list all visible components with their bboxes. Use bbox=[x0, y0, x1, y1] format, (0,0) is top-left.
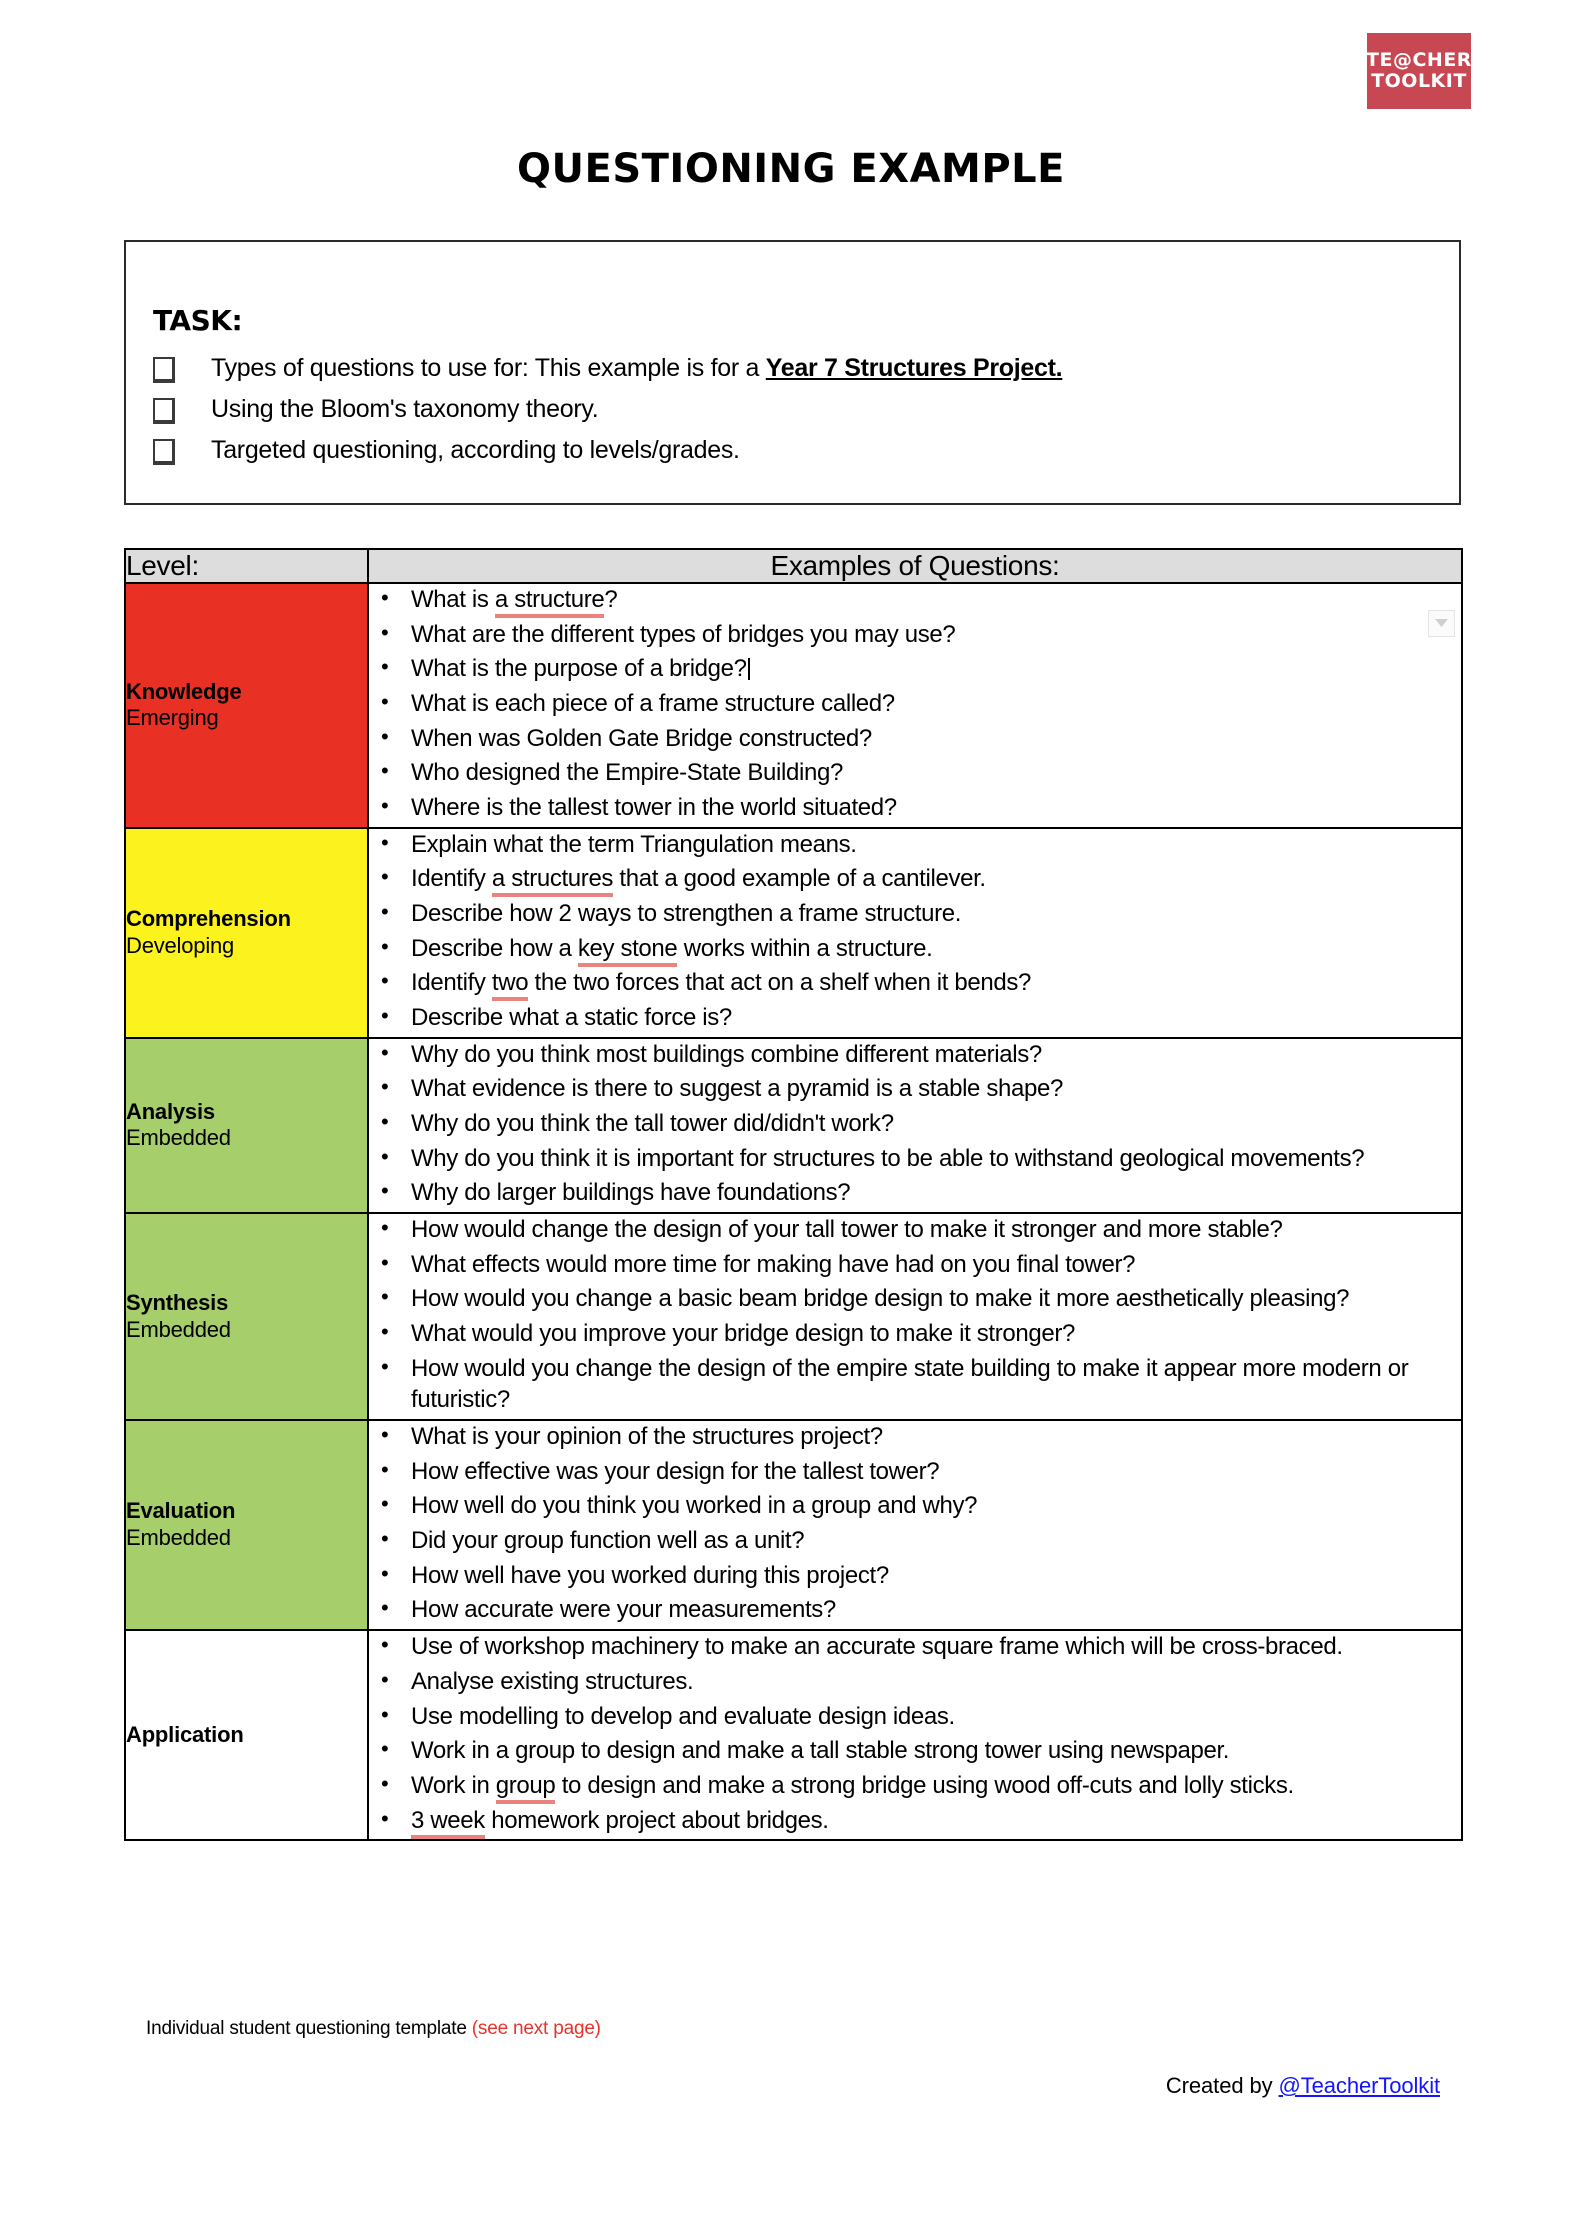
list-item: • Why do you think it is important for structures to be able to withstand geological movements? bbox=[411, 1143, 1461, 1175]
task-item-label: Using the Bloom's taxonomy theory. bbox=[211, 395, 599, 423]
list-item: • What effects would more time for making have had on you final tower? bbox=[411, 1249, 1461, 1281]
level-name: Comprehension bbox=[126, 905, 291, 931]
task-box bbox=[124, 240, 1461, 505]
checkbox-icon[interactable] bbox=[153, 357, 175, 383]
checkbox-icon[interactable] bbox=[153, 439, 175, 465]
task-item bbox=[153, 436, 1443, 465]
list-item: • What evidence is there to suggest a pyramid is a stable shape? bbox=[411, 1073, 1461, 1105]
questions-cell-knowledge bbox=[368, 583, 1462, 828]
questions-cell-analysis bbox=[368, 1038, 1462, 1213]
list-item: • Use modelling to develop and evaluate design ideas. bbox=[411, 1701, 1461, 1733]
spellcheck-underline: two bbox=[492, 969, 528, 1001]
level-name: Synthesis bbox=[126, 1289, 229, 1315]
list-item: • How would you change a basic beam bridge design to make it more aesthetically pleasing? bbox=[411, 1283, 1461, 1315]
level-cell-application bbox=[125, 1630, 368, 1840]
checkbox-icon[interactable] bbox=[153, 398, 175, 424]
list-item: • What is the purpose of a bridge? bbox=[411, 653, 1461, 685]
chevron-down-icon[interactable] bbox=[1428, 610, 1455, 637]
spellcheck-underline: a structures bbox=[492, 865, 613, 897]
list-item: • Work in group to design and make a strong bridge using wood off-cuts and lolly sticks. bbox=[411, 1770, 1461, 1802]
task-heading: TASK: bbox=[153, 304, 243, 337]
list-item: • Who designed the Empire-State Building? bbox=[411, 757, 1461, 789]
list-item: • How accurate were your measurements? bbox=[411, 1594, 1461, 1626]
list-item: • Identify two the two forces that act on a shelf when it bends? bbox=[411, 967, 1461, 999]
column-header-level: Level: bbox=[125, 549, 368, 583]
question-list bbox=[369, 1214, 1461, 1416]
list-item: • Describe how a key stone works within a structure. bbox=[411, 933, 1461, 965]
level-sublabel: Embedded bbox=[126, 1525, 231, 1551]
table-body bbox=[125, 583, 1462, 1840]
level-name: Application bbox=[126, 1721, 244, 1747]
list-item: • How well do you think you worked in a group and why? bbox=[411, 1490, 1461, 1522]
level-name: Analysis bbox=[126, 1098, 215, 1124]
page-title: QUESTIONING EXAMPLE bbox=[517, 146, 1065, 192]
list-item: • 3 week homework project about bridges. bbox=[411, 1805, 1461, 1837]
list-item: • What is each piece of a frame structure called? bbox=[411, 688, 1461, 720]
column-header-questions: Examples of Questions: bbox=[368, 549, 1462, 583]
list-item: • Describe what a static force is? bbox=[411, 1002, 1461, 1034]
spellcheck-underline: 3 week bbox=[411, 1807, 485, 1839]
list-item: • Why do larger buildings have foundations? bbox=[411, 1177, 1461, 1209]
table-row bbox=[125, 1038, 1462, 1213]
footer-credit-prefix: Created by bbox=[1165, 2073, 1279, 2098]
level-cell-analysis bbox=[125, 1038, 368, 1213]
level-name: Knowledge bbox=[126, 678, 242, 704]
footer-note-plain: Individual student questioning template bbox=[146, 2018, 472, 2039]
level-cell-synthesis bbox=[125, 1213, 368, 1420]
level-sublabel: Embedded bbox=[126, 1316, 231, 1342]
questioning-table bbox=[124, 548, 1463, 1841]
list-item: • Why do you think the tall tower did/didn't work? bbox=[411, 1108, 1461, 1140]
logo-line-1: TE@CHER bbox=[1366, 48, 1472, 71]
level-cell-evaluation bbox=[125, 1420, 368, 1630]
teacher-toolkit-logo bbox=[1367, 33, 1471, 109]
level-cell-comprehension bbox=[125, 828, 368, 1038]
table-header-row bbox=[125, 549, 1462, 583]
level-sublabel: Embedded bbox=[126, 1125, 231, 1151]
question-list bbox=[369, 829, 1461, 1034]
questions-cell-comprehension bbox=[368, 828, 1462, 1038]
list-item: • Why do you think most buildings combine different materials? bbox=[411, 1039, 1461, 1071]
table-row bbox=[125, 1420, 1462, 1630]
spellcheck-underline: a structure bbox=[495, 586, 605, 618]
list-item: • How effective was your design for the tallest tower? bbox=[411, 1456, 1461, 1488]
task-list bbox=[153, 354, 1443, 477]
list-item: • Did your group function well as a unit? bbox=[411, 1525, 1461, 1557]
level-sublabel: Emerging bbox=[126, 705, 219, 731]
table-row bbox=[125, 583, 1462, 828]
list-item: • What are the different types of bridges you may use? bbox=[411, 619, 1461, 651]
questions-cell-application bbox=[368, 1630, 1462, 1840]
table-row bbox=[125, 1630, 1462, 1840]
footer-credit bbox=[0, 2073, 1440, 2099]
spellcheck-underline: group bbox=[496, 1772, 556, 1804]
list-item: • Analyse existing structures. bbox=[411, 1666, 1461, 1698]
logo-line-2: TOOLKIT bbox=[1371, 70, 1467, 92]
task-item-emphasis: Year 7 Structures Project. bbox=[765, 354, 1063, 382]
level-cell-knowledge bbox=[125, 583, 368, 828]
questions-cell-evaluation bbox=[368, 1420, 1462, 1630]
list-item: • How well have you worked during this project? bbox=[411, 1560, 1461, 1592]
task-item bbox=[153, 395, 1443, 424]
question-list bbox=[369, 1039, 1461, 1209]
list-item: • Explain what the term Triangulation means. bbox=[411, 829, 1461, 861]
question-list bbox=[369, 1631, 1461, 1836]
level-name: Evaluation bbox=[126, 1498, 236, 1524]
list-item: • How would change the design of your tall tower to make it stronger and more stable? bbox=[411, 1214, 1461, 1246]
list-item: • When was Golden Gate Bridge constructed? bbox=[411, 723, 1461, 755]
teachertoolkit-handle-link[interactable]: @TeacherToolkit bbox=[1278, 2073, 1440, 2098]
question-list bbox=[369, 1421, 1461, 1626]
level-sublabel: Developing bbox=[126, 932, 235, 958]
table-row bbox=[125, 828, 1462, 1038]
questions-cell-synthesis bbox=[368, 1213, 1462, 1420]
question-list bbox=[369, 584, 1461, 824]
list-item: • What would you improve your bridge design to make it stronger? bbox=[411, 1318, 1461, 1350]
list-item: • What is a structure? bbox=[411, 584, 1461, 616]
table-row bbox=[125, 1213, 1462, 1420]
list-item: • Identify a structures that a good example of a cantilever. bbox=[411, 863, 1461, 895]
list-item: • Describe how 2 ways to strengthen a frame structure. bbox=[411, 898, 1461, 930]
footer-note bbox=[146, 2018, 601, 2040]
list-item: • What is your opinion of the structures project? bbox=[411, 1421, 1461, 1453]
footer-note-link-text[interactable]: (see next page) bbox=[471, 2018, 601, 2039]
spellcheck-underline: key stone bbox=[578, 935, 678, 967]
list-item: • Use of workshop machinery to make an accurate square frame which will be cross-braced. bbox=[411, 1631, 1461, 1663]
list-item: • How would you change the design of the empire state building to make it appear more modern or futuristic? bbox=[411, 1353, 1461, 1416]
list-item: • Work in a group to design and make a tall stable strong tower using newspaper. bbox=[411, 1735, 1461, 1767]
task-item bbox=[153, 354, 1443, 383]
task-item-label: Types of questions to use for: This example is for a Year 7 Structures Project. bbox=[211, 354, 1063, 382]
list-item: • Where is the tallest tower in the world situated? bbox=[411, 792, 1461, 824]
task-item-label: Targeted questioning, according to levels/grades. bbox=[211, 436, 740, 464]
